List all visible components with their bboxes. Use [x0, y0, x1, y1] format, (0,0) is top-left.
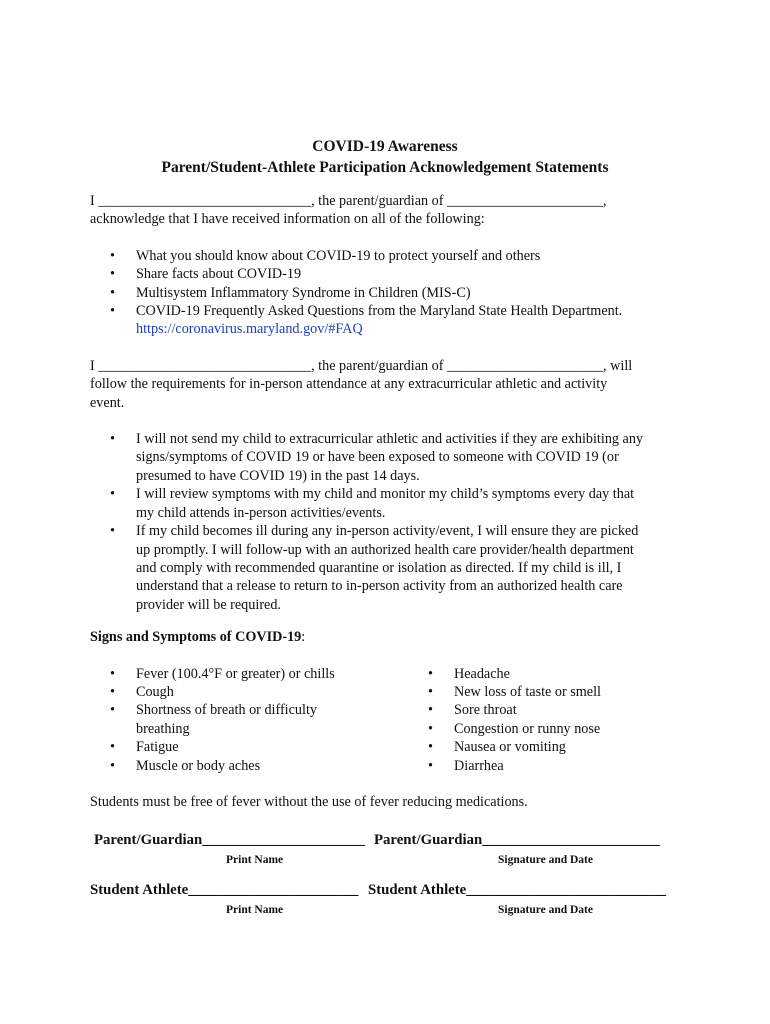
commitment-line: If my child becomes ill during any in-person activity/event, I will ensure they are picked — [136, 523, 639, 540]
list-item: • Cough — [90, 683, 408, 701]
student-print-field[interactable]: Student Athlete_______________________ — [90, 882, 359, 899]
symptom-text: Shortness of breath or difficulty — [136, 702, 317, 719]
symptoms-heading-line — [90, 628, 680, 646]
list-item: • Nausea or vomiting — [408, 738, 668, 756]
list-item: • Muscle or body aches — [90, 757, 408, 775]
ack2-line1: I ______________________________, the parent/guardian of ______________________, will — [90, 357, 633, 374]
faq-item-text: COVID-19 Frequently Asked Questions from the Maryland State Health Department. — [136, 303, 623, 320]
student-signature-field[interactable]: Student Athlete___________________________ — [368, 882, 666, 899]
fever-note: Students must be free of fever without the use of fever reducing medications. — [90, 793, 528, 810]
print-name-caption: Print Name — [226, 904, 284, 917]
list-item: • New loss of taste or smell — [408, 683, 668, 701]
list-item: • Sore throat — [408, 701, 668, 719]
commitment-line: I will not send my child to extracurricular athletic and activities if they are exhibiting any — [136, 431, 644, 448]
commitment-line: and comply with recommended quarantine or isolation as directed. If my child is ill, I — [136, 559, 622, 576]
list-item — [90, 522, 680, 614]
commitment-line: up promptly. I will follow-up with an authorized health care provider/health department — [136, 541, 634, 558]
ack1-line2: acknowledge that I have received information on all of the following: — [90, 211, 485, 228]
student-signature-row — [90, 881, 680, 901]
parent-print-field[interactable]: Parent/Guardian______________________ — [94, 832, 366, 849]
list-item: • Fatigue — [90, 738, 408, 756]
parent-signature-field[interactable]: Parent/Guardian________________________ — [374, 832, 660, 849]
list-item: • What you should know about COVID-19 to protect yourself and others — [90, 247, 680, 265]
ack2-line2: follow the requirements for in-person attendance at any extracurricular athletic and activity — [90, 376, 608, 393]
symptoms-colon: : — [301, 629, 306, 646]
commitment-line: signs/symptoms of COVID 19 or have been exposed to someone with COVID 19 (or — [136, 449, 619, 466]
list-item: • Congestion or runny nose — [408, 720, 668, 738]
commitment-list — [90, 430, 680, 614]
list-item: • Headache — [408, 665, 668, 683]
ack2-line3: event. — [90, 394, 125, 411]
print-name-caption: Print Name — [226, 854, 284, 867]
commitment-line: presumed to have COVID 19) in the past 14 days. — [136, 467, 420, 484]
list-item — [90, 430, 680, 485]
commitment-line: I will review symptoms with my child and monitor my child’s symptoms every day that — [136, 486, 635, 503]
list-item: • Fever (100.4°F or greater) or chills — [90, 665, 408, 683]
signature-date-caption: Signature and Date — [498, 904, 593, 917]
commitment-line: provider will be required. — [136, 596, 281, 613]
form-subtitle: Parent/Student-Athlete Participation Acknowledgement Statements — [161, 159, 609, 176]
parent-signature-row — [90, 831, 680, 851]
list-item — [90, 302, 680, 339]
parent-caption-row — [90, 851, 680, 867]
list-item — [90, 701, 408, 738]
commitment-line: understand that a release to return to in-person activity from an authorized health care — [136, 578, 623, 595]
list-item — [90, 485, 680, 522]
student-caption-row — [90, 901, 680, 917]
symptoms-columns — [90, 665, 680, 775]
symptoms-heading: Signs and Symptoms of COVID-19 — [90, 629, 302, 646]
ack1-line1: I ______________________________, the parent/guardian of ______________________, — [90, 193, 607, 209]
list-item: • Diarrhea — [408, 757, 668, 775]
info-list — [90, 247, 680, 339]
symptoms-right-list — [408, 665, 668, 775]
symptom-text: breathing — [136, 720, 190, 737]
list-item: • Multisystem Inflammatory Syndrome in Children (MIS-C) — [90, 284, 680, 302]
signature-date-caption: Signature and Date — [498, 854, 593, 867]
faq-link[interactable]: https://coronavirus.maryland.gov/#FAQ — [136, 321, 363, 338]
form-title: COVID-19 Awareness — [312, 138, 458, 155]
acknowledgement-form — [90, 136, 680, 917]
commitment-line: my child attends in-person activities/events. — [136, 504, 386, 521]
symptoms-left-list — [90, 665, 408, 775]
list-item: • Share facts about COVID-19 — [90, 265, 680, 283]
